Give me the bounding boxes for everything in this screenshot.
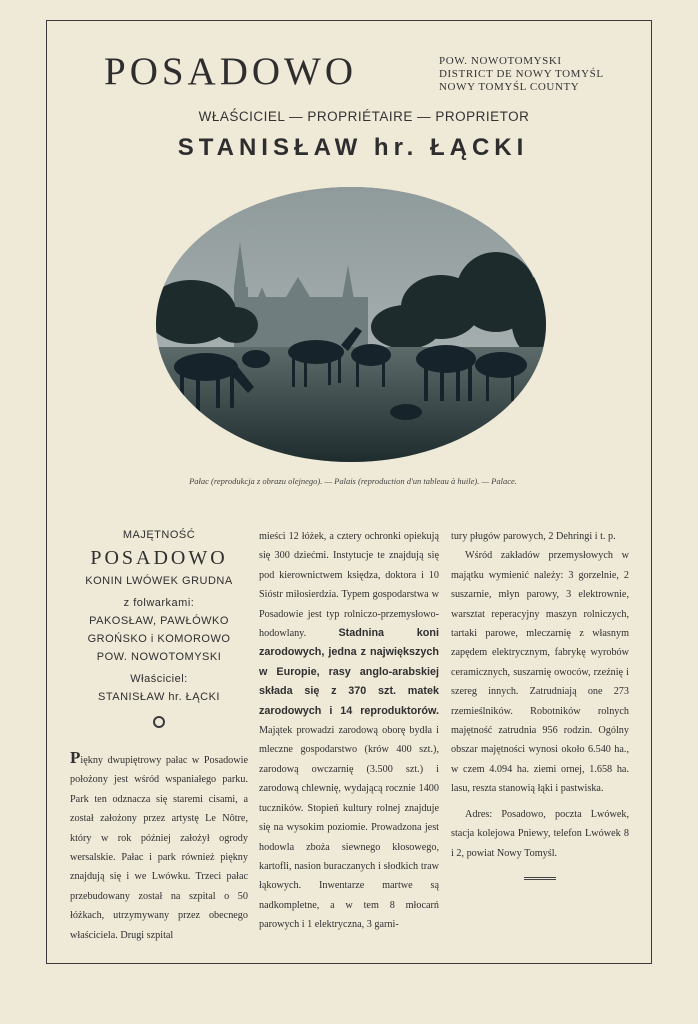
county-line: NOWY TOMYŚL COUNTY	[439, 81, 580, 93]
county-line: POW. NOWOTOMYSKI	[439, 55, 562, 67]
county-block	[439, 55, 604, 94]
dropcap: P	[70, 748, 81, 767]
palace-text: iękny dwupiętrowy pałac w Posadowie położony jest wśród wspaniałego parku. Park ten odznacza się staremi cisami, a został założony przez artystę Le Nôtre, który w rok później założył ogrody wersalskie. Pałac i park również piękny znajdują się i we Lwówku. Trzeci pałac przebudowany został na szpital o 50 łóżkach, utrzymywany przez obecnego właściciela. Drugi szpital	[70, 755, 248, 941]
farms-line: PAKOSŁAW, PAWŁÓWKO	[89, 615, 229, 627]
estate-label: MAJĘTNOŚĆ	[122, 529, 196, 541]
estate-text-after: Majątek prowadzi zarodową oborę bydła i mleczne gospodarstwo (krów 400 szt.), zarodową owczarnię (3.500 szt.) i zarodową chlewnię, wydającą rocznie 1400 tuczników. Stopień kultury rolnej znajduje się na wysokim poziomie. Prowadzona jest hodowla zboża siewnego kłosowego, kartofli, nasion buraczanych i słodkich traw łąkowych. Inwentarze martwe są nadkompletne, a w tem 8 młocarń parowych i 1 elektryczna, 3 garni-	[259, 725, 439, 931]
column-3	[451, 527, 629, 880]
equipment-paragraph: tury pługów parowych, 2 Dehringi i t. p.	[451, 531, 616, 542]
county-line: DISTRICT DE NOWY TOMYŚL	[439, 68, 604, 80]
estate-title: POSADOWO	[90, 547, 228, 569]
end-rule	[524, 877, 556, 880]
estate-places: KONIN LWÓWEK GRUDNA	[85, 575, 233, 587]
stud-farm-highlight: Stadnina koni zarodowych, jedna z największych w Europie, rasy anglo-arabskiej składa się z 370 szt. matek zarodowych i 14 reproduktorów.	[259, 627, 439, 717]
page-title: POSADOWO	[104, 50, 358, 93]
palace-illustration	[156, 187, 546, 462]
column-1	[70, 526, 248, 945]
owner-label: Właściciel:	[130, 673, 188, 685]
estate-county: POW. NOWOTOMYSKI	[96, 651, 222, 663]
ornament-circle-icon	[153, 716, 165, 728]
photo-caption: Pałac (reprodukcja z obrazu olejnego). — Palais (reproduction d'un tableau à huile). — Palace.	[189, 476, 517, 486]
address-paragraph: Adres: Posadowo, poczta Lwówek, stacja kolejowa Pniewy, telefon Lwówek 8 i 2, powiat Nowy Tomyśl.	[451, 808, 629, 859]
estate-text-before: mieści 12 łóżek, a cztery ochronki opiekują się 300 dziećmi. Instytucje te znajdują się pod kierownictwem księdza, doktora i 10 Sióstr miłosierdzia. Typem gospodarstwa w Posadowie jest typ rolniczo-przemysłowo-hodowlany.	[259, 531, 439, 640]
farms-label: z folwarkami:	[123, 597, 195, 609]
estate-heading	[70, 526, 248, 728]
owner-labels: WŁAŚCICIEL — PROPRIÉTAIRE — PROPRIETOR	[198, 109, 530, 124]
farms-line: GROŃSKO i KOMOROWO	[87, 633, 231, 645]
palace-photo	[156, 187, 546, 462]
estate-owner: STANISŁAW hr. ŁĄCKI	[98, 691, 220, 703]
palace-paragraph	[70, 748, 248, 945]
owner-name: STANISŁAW hr. ŁĄCKI	[177, 134, 529, 161]
column-2	[259, 527, 439, 935]
industry-paragraph: Wśród zakładów przemysłowych w majątku wymienić należy: 3 gorzelnie, 2 suszarnie, młyn parowy, 3 elektrownie, warsztat reperacyjny maszyn rolniczych, tartaki parowe, mleczarnię z własnym zapędem elektrycznym, fabrykę wyrobów ceramicznych, suszarnię owoców, rzeźnię i szereg innych. Zatrudniają one 273 rzemieślników. Robotników rolnych majętność zatrudnia 956 rodzin. Ogólny obszar majętności wynosi około 6.540 ha., w czem 4.094 ha. ziemi ornej, 1.658 ha. lasu, reszta stanowią łąki i pastwiska.	[451, 550, 629, 795]
estate-paragraph	[259, 527, 439, 935]
